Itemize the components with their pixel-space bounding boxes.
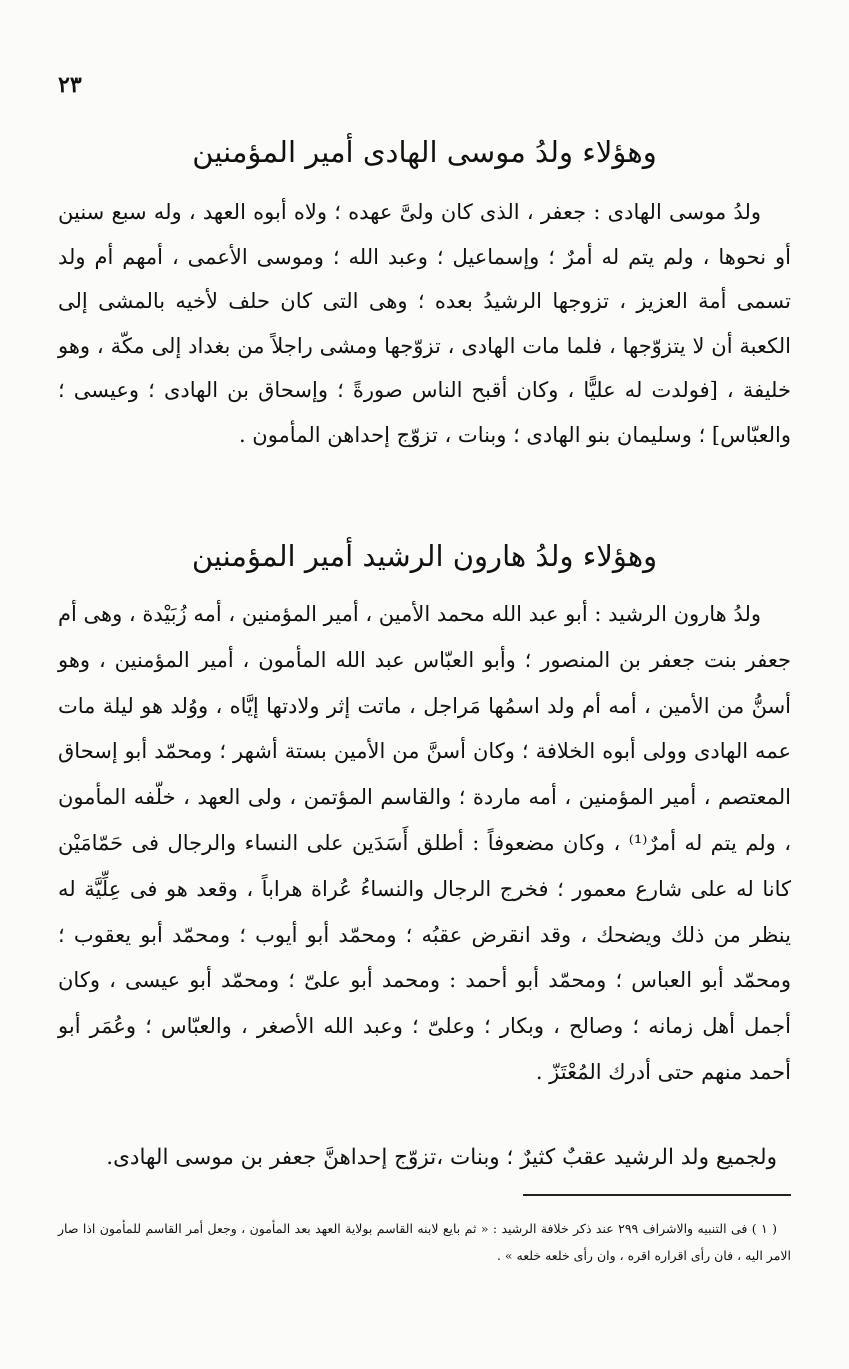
page-number: ٢٣	[58, 72, 82, 98]
paragraph-closing: ولجميع ولد الرشيد عقبٌ كثيرٌ ؛ وبنات ،تزوّج إحداهنَّ جعفر بن موسى الهادى.	[106, 1145, 777, 1170]
paragraph-children-of-al-hadi: ولدُ موسى الهادى : جعفر ، الذى كان ولىَّ عهده ؛ ولاه أبوه العهد ، وله سبع سنين أو نحوها ، ولم يتم له أمرٌ ؛ وإسماعيل ؛ وعبد الله ؛ وموسى الأعمى ، أمهم أم ولد تسمى أمة العزيز ، تزوجها الرشيدُ بعده ؛ وهى التى كان حلف لأخيه بالمشى إلى الكعبة أن لا يتزوّجها ، فلما مات الهادى ، تزوّجها ومشى راجلاً من بغداد إلى مكّة ، وهو خليفة ، [فولدت له عليًّا ، وكان أقبح الناس صورةً ؛ وإسحاق بن الهادى ؛ وعيسى ؛ والعبّاس] ؛ وسليمان بنو الهادى ؛ وبنات ، تزوّج إحداهن المأمون .	[58, 200, 791, 447]
footnote: ( ١ ) فى التنبيه والاشراف ٢٩٩ عند ذكر خلافة الرشيد : « ثم بايع لابنه القاسم بولاية العهد بعد المأمون ، وجعل أمر القاسم للمأمون اذا صار الامر اليه ، فان رأى اقراره اقره ، وان رأى خلعه خلعه » .	[58, 1221, 791, 1263]
section-heading-harun-al-rashid: وهؤلاء ولدُ هارون الرشيد أمير المؤمنين	[191, 539, 658, 573]
section-heading-musa-al-hadi: وهؤلاء ولدُ موسى الهادى أمير المؤمنين	[192, 135, 657, 169]
footnote-divider	[523, 1194, 791, 1196]
paragraph-children-of-al-rashid: ولدُ هارون الرشيد : أبو عبد الله محمد الأمين ، أمير المؤمنين ، أمه زُبَيْدة ، وهى أم جعفر بنت جعفر بن المنصور ؛ وأبو العبّاس عبد الله المأمون ، أمير المؤمنين ، وهو أسنُّ من الأمين ، أمه أم ولد اسمُها مَراجل ، ماتت إثر ولادتها إيَّاه ، ووُلد هو ليلة مات عمه الهادى وولى أبوه الخلافة ؛ وكان أسنَّ من الأمين بستة أشهر ؛ ومحمّد أبو إسحاق المعتصم ، أمير المؤمنين ، أمه ماردة ؛ والقاسم المؤتمن ، ولى العهد ، خلّفه المأمون ، ولم يتم له أمرٌ⁽¹⁾ ، وكان مضعوفاً : أطلق أَسَدَين على النساء والرجال فى حَمّامَيْن كانا له على شارع معمور ؛ فخرج الرجال والنساءُ عُراة هراباً ، وقعد هو فى عِلِّيَّة له ينظر من ذلك ويضحك ، وقد انقرض عقبُه ؛ ومحمّد أبو أيوب ؛ ومحمّد أبو يعقوب ؛ ومحمّد أبو العباس ؛ ومحمّد أبو أحمد : ومحمد أبو علىّ ؛ ومحمّد أبو عيسى ، وكان أجمل أهل زمانه ؛ وصالح ، وبكار ؛ وعلىّ ؛ وعبد الله الأصغر ، والعبّاس ؛ وعُمَر أبو أحمد منهم حتى أدرك المُعْتَزّ .	[58, 602, 792, 1084]
